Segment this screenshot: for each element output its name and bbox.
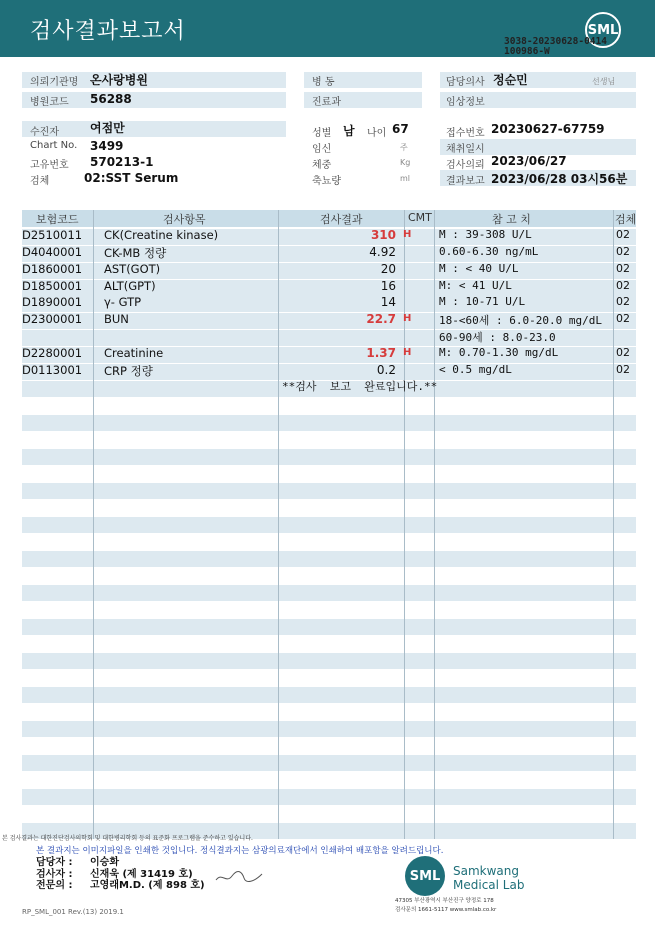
row-band: [22, 619, 636, 635]
row-test-item: Creatinine: [104, 346, 164, 360]
row-reference: 0.60-6.30 ng/mL: [439, 245, 539, 258]
row-band: [22, 721, 636, 737]
row-reference: M : 10-71 U/L: [439, 295, 526, 308]
row-code: D1890001: [22, 295, 83, 309]
row-test-item: CK-MB 정량: [104, 246, 167, 260]
row-code: D2280001: [22, 346, 83, 360]
row-code: D1850001: [22, 279, 83, 293]
row-high-flag: H: [403, 313, 412, 324]
report-complete-note: **검사 보고 완료입니다.**: [282, 380, 438, 393]
report-value: 2023/06/28 03시56분: [491, 172, 628, 186]
row-reference: M: < 41 U/L: [439, 279, 512, 292]
row-specimen: 02: [616, 279, 630, 292]
dept-label: 진료과: [312, 97, 341, 108]
hospital-value: 온사랑병원: [90, 73, 148, 87]
lab-name-line2: Medical Lab: [453, 878, 525, 892]
row-specimen: 02: [616, 262, 630, 275]
receipt-label: 접수번호: [446, 128, 485, 139]
column-divider: [404, 210, 405, 839]
pregnancy-unit: 주: [400, 143, 408, 152]
row-code: D2300001: [22, 312, 83, 326]
row-code: D0113001: [22, 363, 83, 377]
row-result: 310: [370, 228, 396, 242]
patient-value: 여점만: [90, 121, 125, 135]
chart-value: 3499: [90, 139, 124, 153]
row-reference: M : 39-308 U/L: [439, 228, 532, 241]
row-code: D1860001: [22, 262, 83, 276]
header-specimen: 검체: [615, 213, 637, 226]
row-band: [22, 789, 636, 805]
request-label: 검사의뢰: [446, 160, 485, 171]
weight-unit: Kg: [400, 158, 411, 167]
header-cmt: CMT: [408, 211, 432, 224]
urine-label: 축뇨량: [312, 176, 341, 187]
chart-label: Chart No.: [30, 140, 78, 151]
row-specimen: 02: [616, 228, 630, 241]
pregnancy-label: 임신: [312, 144, 332, 155]
row-reference: M: 0.70-1.30 mg/dL: [439, 346, 559, 359]
code-label: 병원코드: [30, 97, 69, 108]
doctor-value: 정순민: [493, 73, 528, 87]
tester-name: 신재욱 (제 31419 호): [90, 869, 193, 880]
row-band: [22, 551, 636, 567]
specimen-label: 검체: [30, 176, 50, 187]
row-result: 16: [380, 279, 396, 293]
row-code: D4040001: [22, 245, 83, 259]
row-band: [22, 585, 636, 601]
row-test-item: CK(Creatine kinase): [104, 228, 219, 242]
row-result: 20: [380, 262, 396, 276]
row-reference: 18-<60세 : 6.0-20.0 mg/dL: [439, 314, 602, 327]
row-result: 1.37: [366, 346, 396, 360]
sex-label: 성별: [312, 128, 332, 139]
id-value: 570213-1: [90, 155, 154, 169]
row-band: [22, 483, 636, 499]
row-specimen: 02: [616, 295, 630, 308]
manager-name: 이승화: [90, 857, 119, 868]
lab-address: 47305 부산광역시 부산진구 양정로 178: [395, 898, 494, 904]
age-value: 67: [392, 122, 409, 136]
weight-label: 체중: [312, 160, 332, 171]
header-result: 검사결과: [320, 213, 363, 226]
row-test-item: ALT(GPT): [104, 279, 156, 293]
revision-code: RP_SML_001 Rev.(13) 2019.1: [22, 908, 124, 916]
row-high-flag: H: [403, 347, 412, 358]
info-band-patient: [22, 121, 286, 137]
doctor-suffix: 선생님: [592, 77, 616, 86]
age-label: 나이: [367, 128, 387, 139]
sml-logo-icon: SML: [585, 12, 621, 48]
document-number: 3038-20230628-0414 100986-W: [504, 36, 607, 57]
print-notice: 본 결과지는 이미지파일을 인쇄한 것입니다. 정식결과지는 삼광의료재단에서 인쇄하여 배포함을 알려드립니다.: [36, 846, 444, 856]
specialist-name: 고영래M.D. (제 898 호): [90, 880, 205, 891]
row-result: 0.2: [376, 363, 396, 377]
row-specimen: 02: [616, 245, 630, 258]
ward-label: 병 동: [312, 77, 335, 88]
row-band: [22, 755, 636, 771]
doctor-label: 담당의사: [446, 77, 485, 88]
header-reference: 참 고 치: [492, 213, 531, 226]
row-reference: M : < 40 U/L: [439, 262, 519, 275]
header-insurance-code: 보험코드: [36, 213, 79, 226]
row-band: [22, 687, 636, 703]
row-reference: < 0.5 mg/dL: [439, 363, 512, 376]
id-label: 고유번호: [30, 160, 69, 171]
column-divider: [278, 210, 279, 839]
row-specimen: 02: [616, 346, 630, 359]
lab-phone: 검사문의 1661-5117 www.smlab.co.kr: [395, 907, 497, 913]
column-divider: [93, 210, 94, 839]
row-result: 4.92: [369, 245, 396, 259]
row-test-item: CRP 정량: [104, 364, 153, 378]
row-band: [22, 449, 636, 465]
receipt-value: 20230627-67759: [491, 122, 605, 136]
row-band: [22, 653, 636, 669]
column-divider: [613, 210, 614, 839]
row-test-item: BUN: [104, 312, 129, 326]
specialist-label: 전문의 :: [36, 880, 73, 891]
quality-statement: 본 검사결과는 대한진단검사의학회 및 대한병리학회 등의 표준화 프로그램을 준수하고 있습니다.: [2, 835, 253, 842]
row-test-item: γ- GTP: [104, 295, 142, 309]
row-band: [22, 415, 636, 431]
patient-label: 수진자: [30, 127, 59, 138]
row-result: 22.7: [366, 312, 396, 326]
sex-value: 남: [343, 124, 355, 138]
tester-label: 검사자 :: [36, 869, 73, 880]
row-specimen: 02: [616, 312, 630, 325]
urine-unit: ml: [400, 174, 411, 183]
lab-name-line1: Samkwang: [453, 864, 519, 878]
report-label: 결과보고: [446, 176, 485, 187]
code-value: 56288: [90, 92, 132, 106]
signature-scribble: [214, 868, 264, 886]
manager-label: 담당자 :: [36, 857, 73, 868]
report-title: 검사결과보고서: [30, 19, 186, 44]
row-test-item: AST(GOT): [104, 262, 161, 276]
header-test-item: 검사항목: [163, 213, 206, 226]
row-band: [22, 517, 636, 533]
row-result: 14: [380, 295, 396, 309]
specimen-value: 02:SST Serum: [84, 171, 179, 185]
row-reference-extra: 60-90세 : 8.0-23.0: [439, 331, 556, 344]
collect-label: 채취일시: [446, 144, 485, 155]
row-code: D2510011: [22, 228, 83, 242]
clinical-label: 임상정보: [446, 97, 485, 108]
column-divider: [434, 210, 435, 839]
request-value: 2023/06/27: [491, 154, 567, 168]
sml-lab-logo-icon: SML: [405, 856, 445, 896]
row-specimen: 02: [616, 363, 630, 376]
row-high-flag: H: [403, 229, 412, 240]
hospital-label: 의뢰기관명: [30, 77, 79, 88]
